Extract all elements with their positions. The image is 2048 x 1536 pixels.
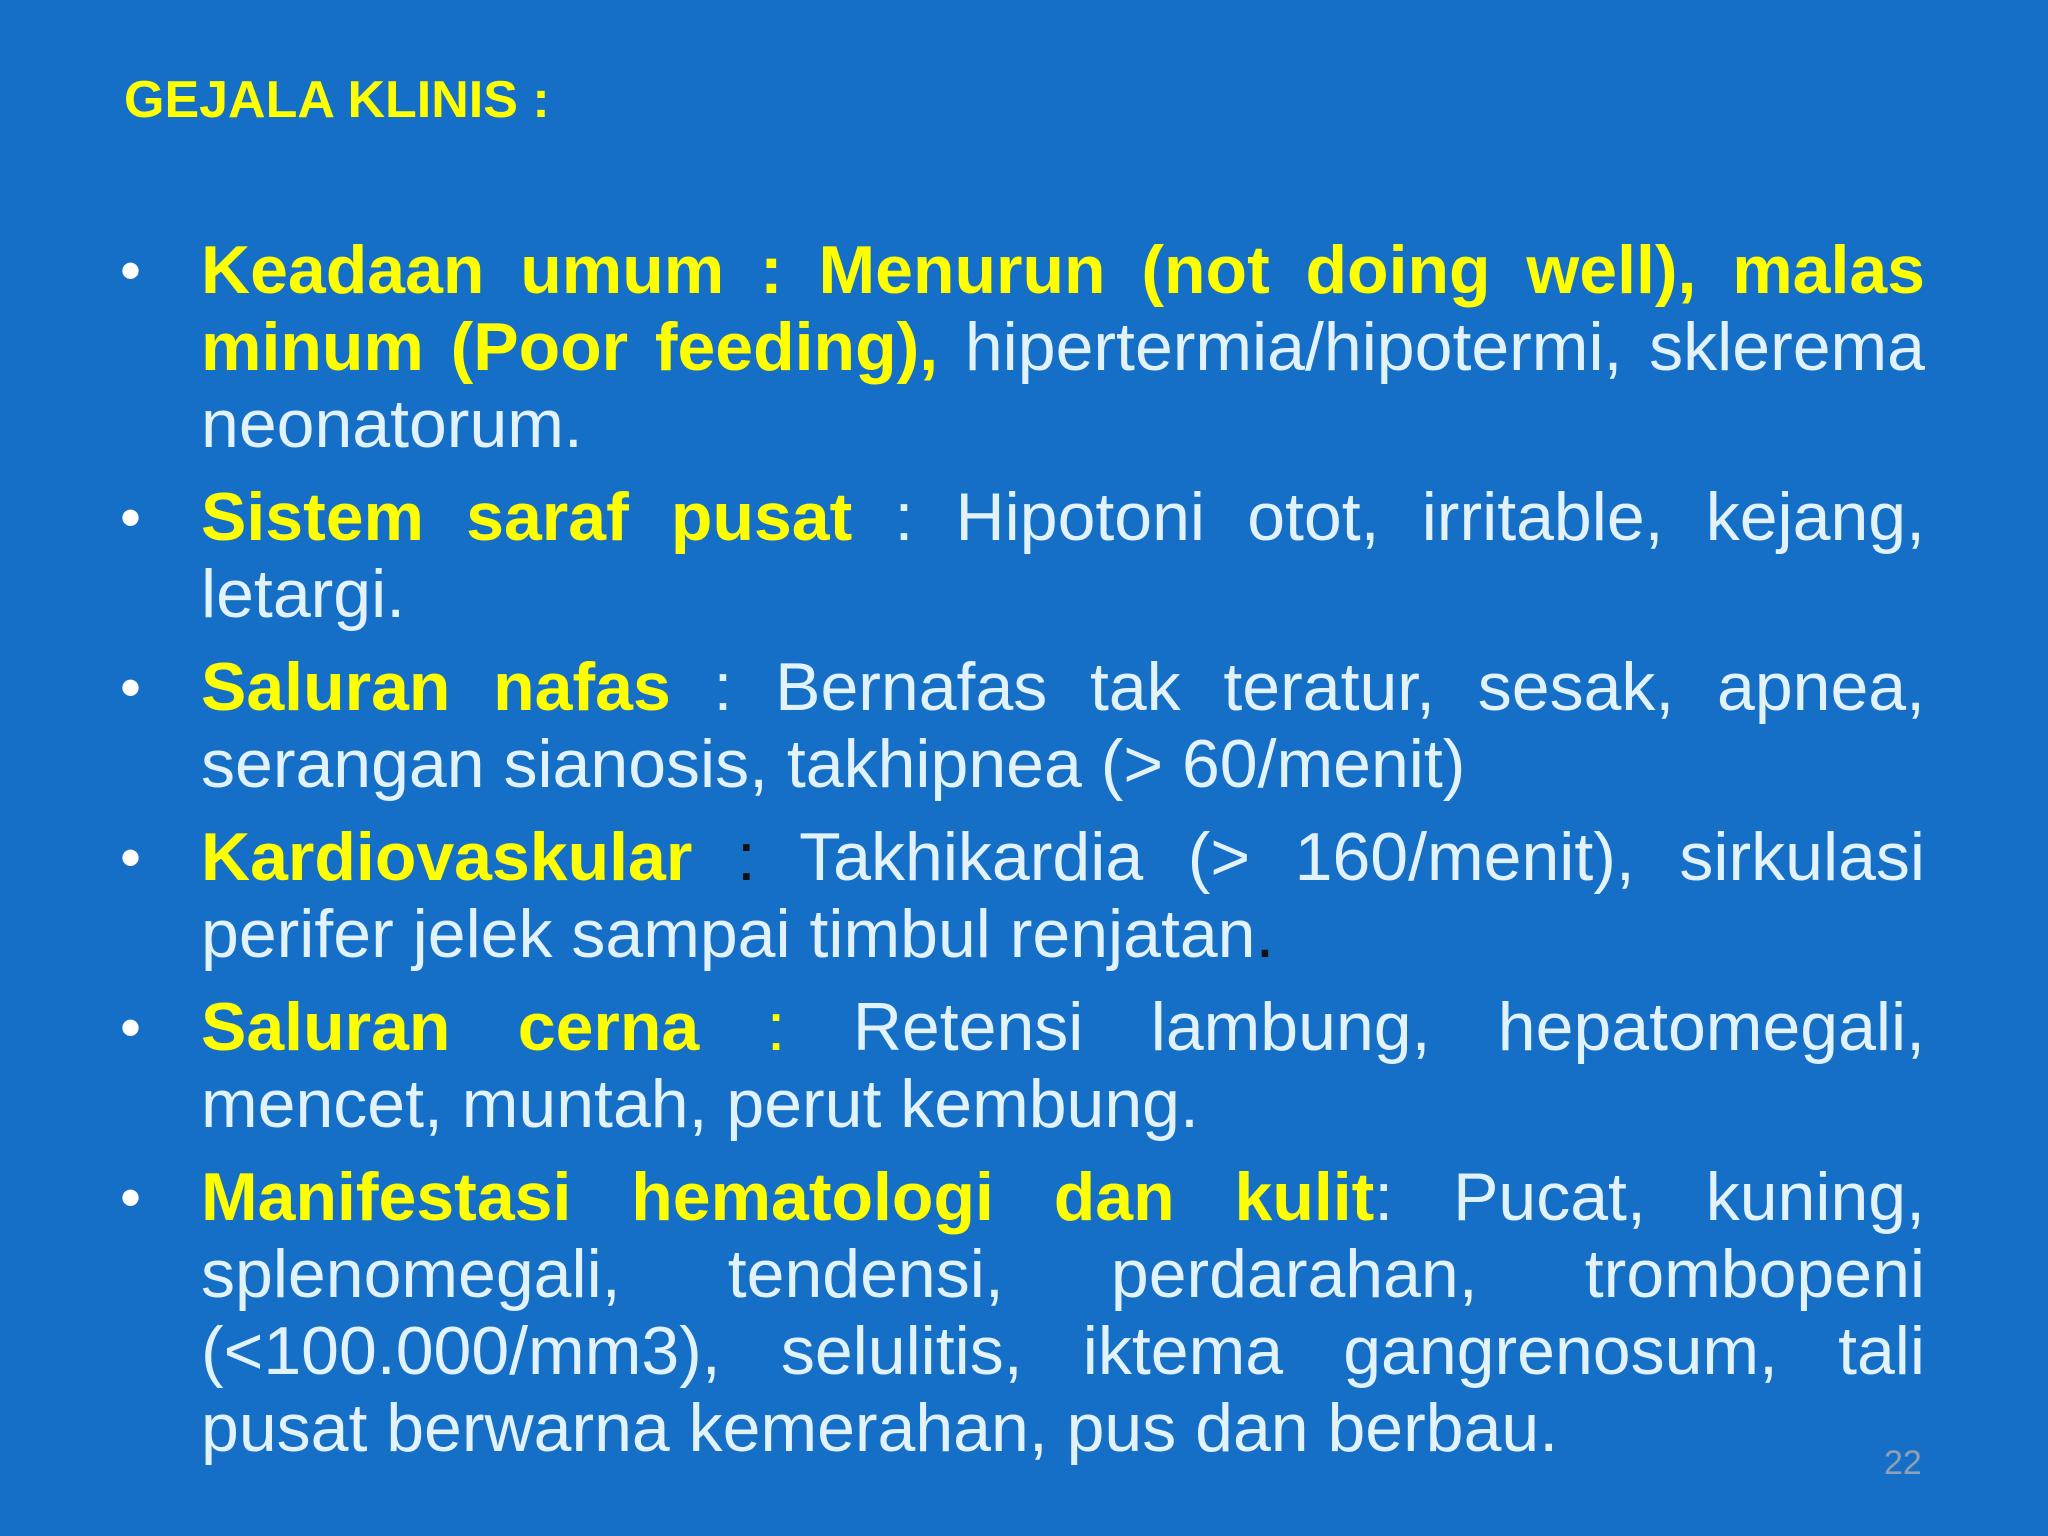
bullet-icon: •	[120, 1164, 142, 1231]
bullet-list	[120, 232, 1925, 1483]
bullet-item-kardiovaskular	[120, 819, 1925, 973]
bullet-icon: •	[120, 484, 142, 551]
bullet-text: Hipotoni otot, irritable, kejang, letargi.	[201, 479, 1926, 632]
bullet-item-saluran-nafas	[120, 649, 1925, 803]
bullet-separator: :	[699, 989, 786, 1065]
bullet-heading: Saluran nafas	[201, 649, 671, 725]
bullet-separator: :	[852, 479, 914, 555]
bullet-heading: Sistem saraf pusat	[201, 479, 853, 555]
bullet-heading: Manifestasi hematologi dan kulit	[201, 1159, 1375, 1235]
bullet-heading: Saluran cerna	[201, 989, 700, 1065]
slide-title: GEJALA KLINIS :	[124, 71, 550, 129]
bullet-text: hipertermia/hipotermi, sklerema neonatorum.	[201, 309, 1925, 462]
bullet-separator: :	[670, 649, 733, 725]
bullet-item-saluran-cerna	[120, 989, 1925, 1143]
bullet-text: Pucat, kuning, splenomegali, tendensi, perdarahan, trombopeni (<100.000/mm3), selulitis, iktema gangrenosum, tali pusat berwarna kemerahan, pus dan berbau.	[201, 1159, 1925, 1466]
page-number: 22	[1884, 1444, 1922, 1482]
bullet-text: Retensi lambung, hepatomegali, mencet, muntah, perut kembung.	[201, 989, 1926, 1142]
bullet-icon: •	[120, 654, 142, 721]
bullet-icon: •	[120, 824, 142, 891]
bullet-heading: Kardiovaskular	[201, 819, 693, 895]
bullet-item-manifestasi-hematologi	[120, 1159, 1925, 1467]
bullet-trailing-period: .	[1255, 896, 1275, 972]
bullet-text: Takhikardia (> 160/menit), sirkulasi perifer jelek sampai timbul renjatan	[201, 819, 1925, 972]
bullet-separator: :	[1374, 1159, 1394, 1235]
bullet-text: Bernafas tak teratur, sesak, apnea, serangan sianosis, takhipnea (> 60/menit)	[201, 649, 1925, 802]
bullet-separator: :	[692, 819, 756, 895]
bullet-heading: Keadaan umum : Menurun (not doing well), malas minum (Poor feeding),	[201, 232, 1925, 385]
bullet-icon: •	[120, 237, 142, 304]
bullet-item-sistem-saraf-pusat	[120, 479, 1925, 633]
bullet-item-keadaan-umum	[120, 232, 1925, 463]
bullet-icon: •	[120, 994, 142, 1061]
